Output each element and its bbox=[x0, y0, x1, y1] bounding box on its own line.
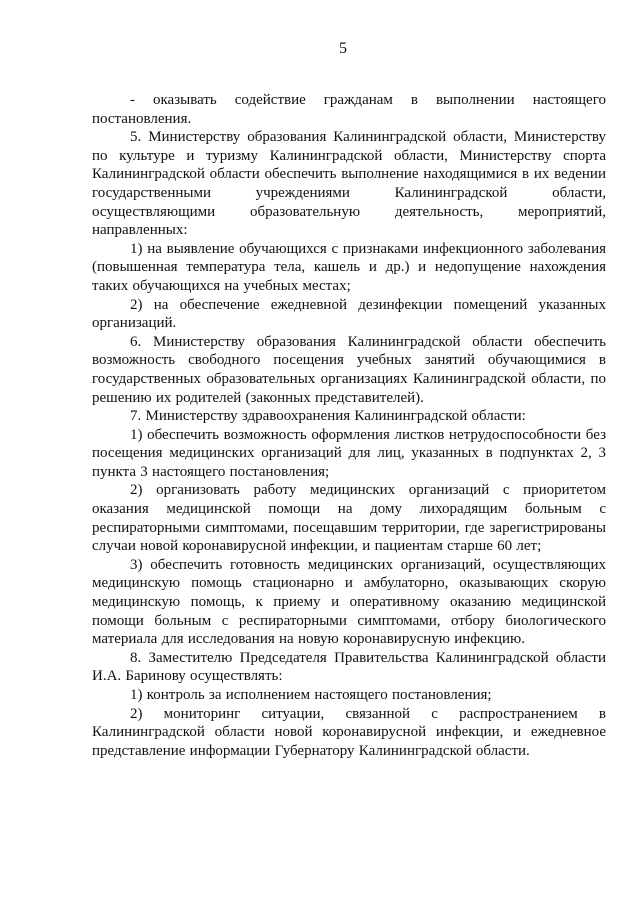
paragraph-item-7: 7. Министерству здравоохранения Калининградской области: bbox=[130, 408, 526, 425]
document-body bbox=[92, 60, 606, 760]
paragraph-item-8-2: 2) мониторинг ситуации, связанной с распространением в Калининградской области новой коронавирусной инфекции, и ежедневное представление информации Губернатору Калининградской области. bbox=[92, 705, 606, 759]
paragraph-item-8: 8. Заместителю Председателя Правительства Калининградской области И.А. Баринову осуществлять: bbox=[92, 649, 606, 685]
paragraph-item-7-2: 2) организовать работу медицинских организаций с приоритетом оказания медицинской помощи на дому лихорадящим больным с респираторными симптомами, посещавшим территории, где зарегистрированы случаи новой коронавирусной инфекции, и пациентам старше 60 лет; bbox=[92, 482, 606, 555]
paragraph-item-6: 6. Министерству образования Калининградской области обеспечить возможность свободного посещения учебных занятий обучающимися в государственных образовательных организациях Калининградской области, по решению их родителей (законных представителей). bbox=[92, 333, 606, 406]
paragraph-item-7-3: 3) обеспечить готовность медицинских организаций, осуществляющих медицинскую помощь стационарно и амбулаторно, оказывающих скорую медицинскую помощь, к приему и оперативному оказанию медицинской помощи больным с респираторными симптомами, отбору биологического материала для исследования на новую коронавирусную инфекцию. bbox=[92, 556, 606, 648]
paragraph-item-5-2: 2) на обеспечение ежедневной дезинфекции помещений указанных организаций. bbox=[92, 296, 606, 332]
paragraph-item-5-1: 1) на выявление обучающихся с признаками инфекционного заболевания (повышенная температура тела, кашель и др.) и недопущение нахождения таких обучающихся на учебных местах; bbox=[92, 240, 606, 294]
paragraph-item-7-1: 1) обеспечить возможность оформления листков нетрудоспособности без посещения медицинских организаций для лиц, указанных в подпунктах 2, 3 пункта 3 настоящего постановления; bbox=[92, 426, 606, 480]
page-number: 5 bbox=[339, 40, 347, 57]
paragraph-item-8-1: 1) контроль за исполнением настоящего постановления; bbox=[130, 687, 492, 703]
paragraph-assist-citizens: - оказывать содействие гражданам в выполнении настоящего постановления. bbox=[92, 92, 606, 127]
paragraph-item-5: 5. Министерству образования Калининградской области, Министерству по культуре и туризму Калининградской области, Министерству спорта Калининградской области обеспечить выполнение находящимися в их ведении государственными учреждениями Калининградской области, осуществляющими образовательную деятельность, мероприятий, направленных: bbox=[92, 129, 606, 239]
